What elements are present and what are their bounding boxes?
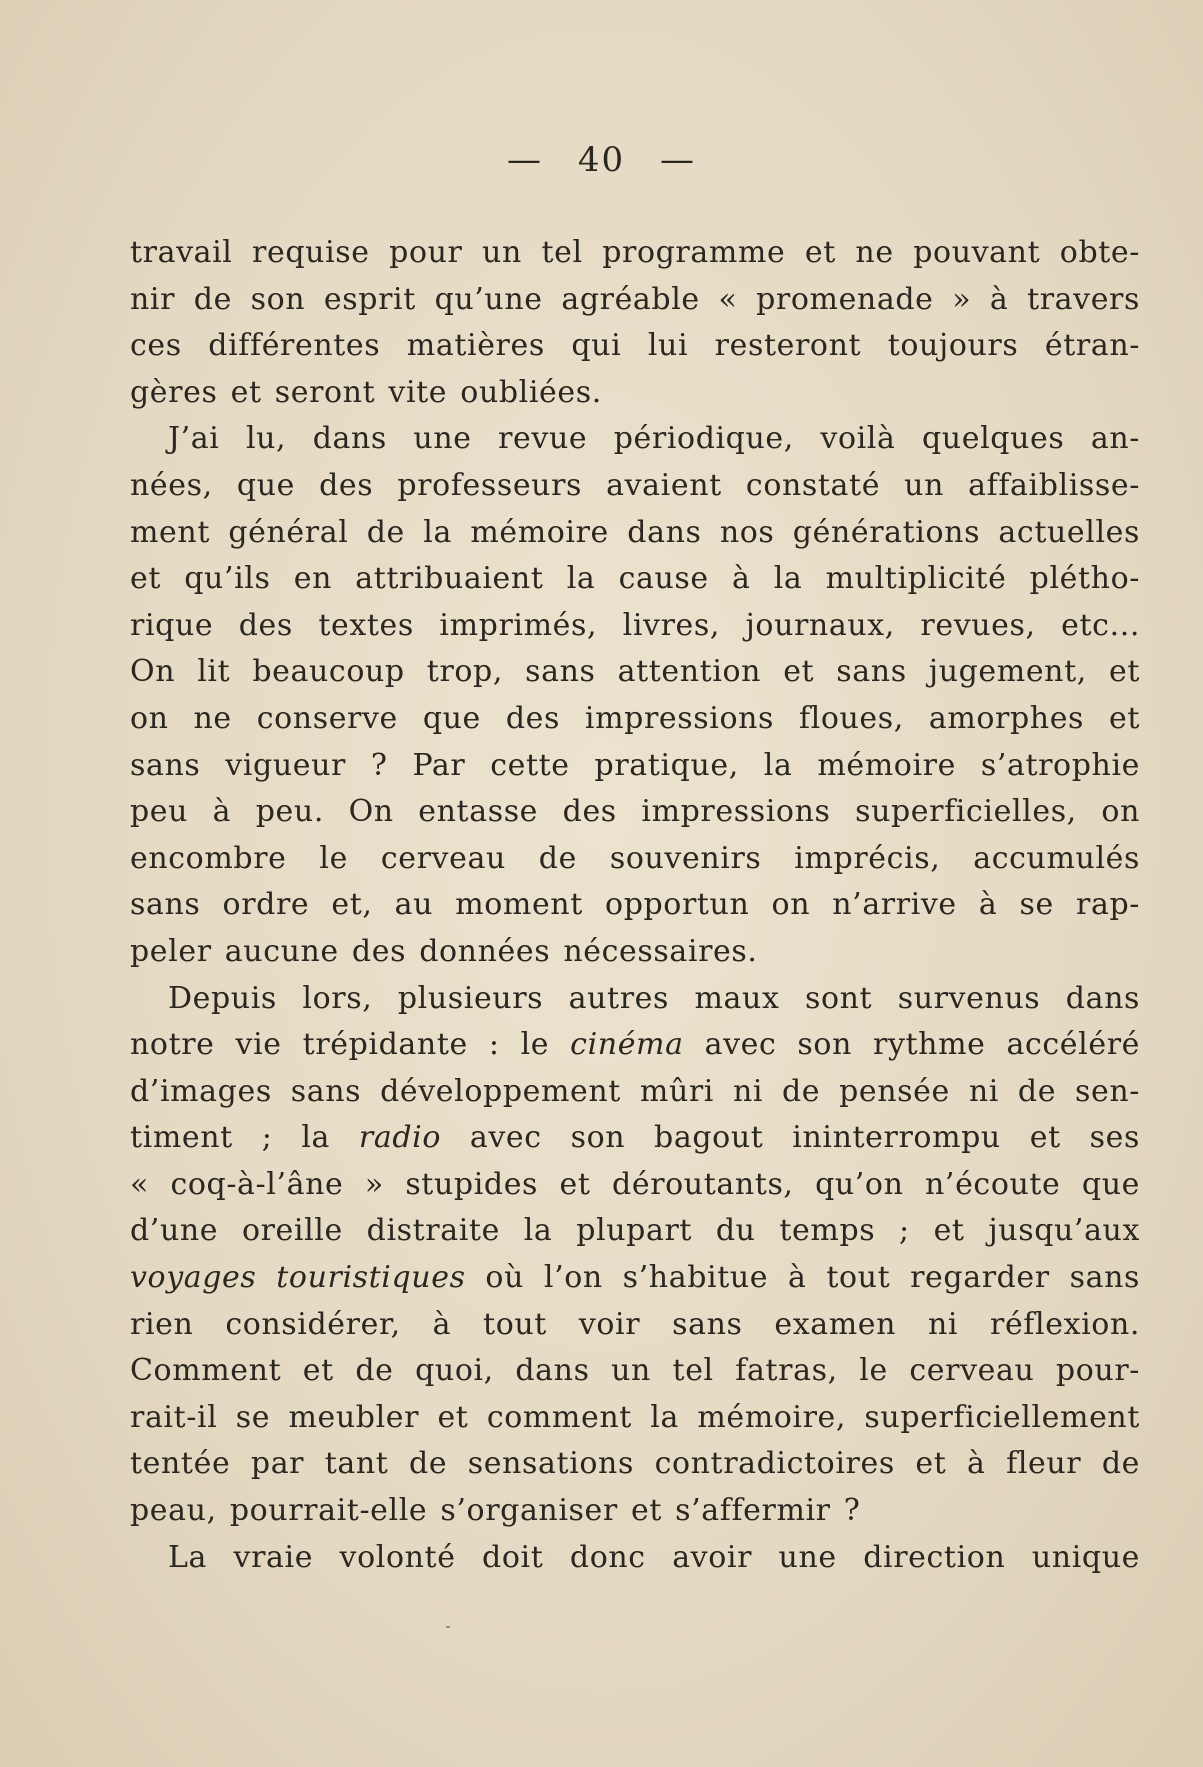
text-line: rait-il se meubler et comment la mémoire, superficiellement [130, 1399, 1140, 1435]
text-line: peu à peu. On entasse des impressions superficielles, on [130, 794, 1140, 830]
body-text [130, 230, 1140, 1581]
text-line: rien considérer, à tout voir sans examen ni réflexion. [130, 1306, 1140, 1342]
text-line: tentée par tant de sensations contradictoires et à fleur de [130, 1446, 1140, 1482]
text-line: timent ; la radio avec son bagout ininterrompu et ses [130, 1120, 1140, 1156]
paragraph-1 [130, 230, 1140, 416]
paragraph-4 [130, 1535, 1140, 1582]
text-line: On lit beaucoup trop, sans attention et sans jugement, et [130, 654, 1140, 690]
text-line: d’images sans développement mûri ni de pensée ni de sen- [130, 1073, 1140, 1109]
text-line: « coq-à-l’âne » stupides et déroutants, qu’on n’écoute que [130, 1166, 1140, 1202]
text-line: Comment et de quoi, dans un tel fatras, le cerveau pour- [130, 1353, 1140, 1389]
text-line: sans vigueur ? Par cette pratique, la mémoire s’atrophie [130, 747, 1140, 783]
text-line: notre vie trépidante : le cinéma avec son rythme accéléré [130, 1027, 1140, 1063]
text-line: sans ordre et, au moment opportun on n’arrive à se rap- [130, 887, 1140, 923]
text-line: voyages touristiques où l’on s’habitue à tout regarder sans [130, 1260, 1140, 1296]
paragraph-3 [130, 976, 1140, 1535]
text-line: nées, que des professeurs avaient constaté un affaiblisse- [130, 467, 1140, 503]
text-line: nir de son esprit qu’une agréable « promenade » à travers [130, 281, 1140, 317]
italic-voyages-touristiques: voyages touristiques [130, 1260, 466, 1296]
italic-cinema: cinéma [570, 1027, 684, 1063]
text-line: d’une oreille distraite la plupart du temps ; et jusqu’aux [130, 1213, 1140, 1249]
text-line: travail requise pour un tel programme et ne pouvant obte- [130, 235, 1140, 270]
text-line: peau, pourrait-elle s’organiser et s’affermir ? [130, 1493, 861, 1529]
italic-radio: radio [358, 1120, 441, 1156]
text-line: gères et seront vite oubliées. [130, 374, 602, 410]
page-header [0, 140, 1203, 180]
text-line: ces différentes matières qui lui resteront toujours étran- [130, 328, 1140, 364]
page-number: 40 [577, 140, 626, 180]
text-line: ment général de la mémoire dans nos générations actuelles [130, 514, 1140, 550]
paper-speck [446, 1626, 450, 1628]
text-line: Depuis lors, plusieurs autres maux sont survenus dans [168, 980, 1140, 1016]
header-dash-right: — [659, 140, 696, 180]
text-line: on ne conserve que des impressions floues, amorphes et [130, 700, 1140, 736]
header-dash-left: — [507, 140, 544, 180]
paragraph-2 [130, 416, 1140, 975]
text-line: La vraie volonté doit donc avoir une direction unique [168, 1539, 1140, 1575]
text-line: rique des textes imprimés, livres, journaux, revues, etc... [130, 607, 1140, 643]
text-line: J’ai lu, dans une revue périodique, voilà quelques an- [168, 421, 1140, 457]
text-line: et qu’ils en attribuaient la cause à la multiplicité plétho- [130, 561, 1140, 597]
text-line: encombre le cerveau de souvenirs imprécis, accumulés [130, 840, 1140, 876]
text-line: peler aucune des données nécessaires. [130, 933, 758, 969]
